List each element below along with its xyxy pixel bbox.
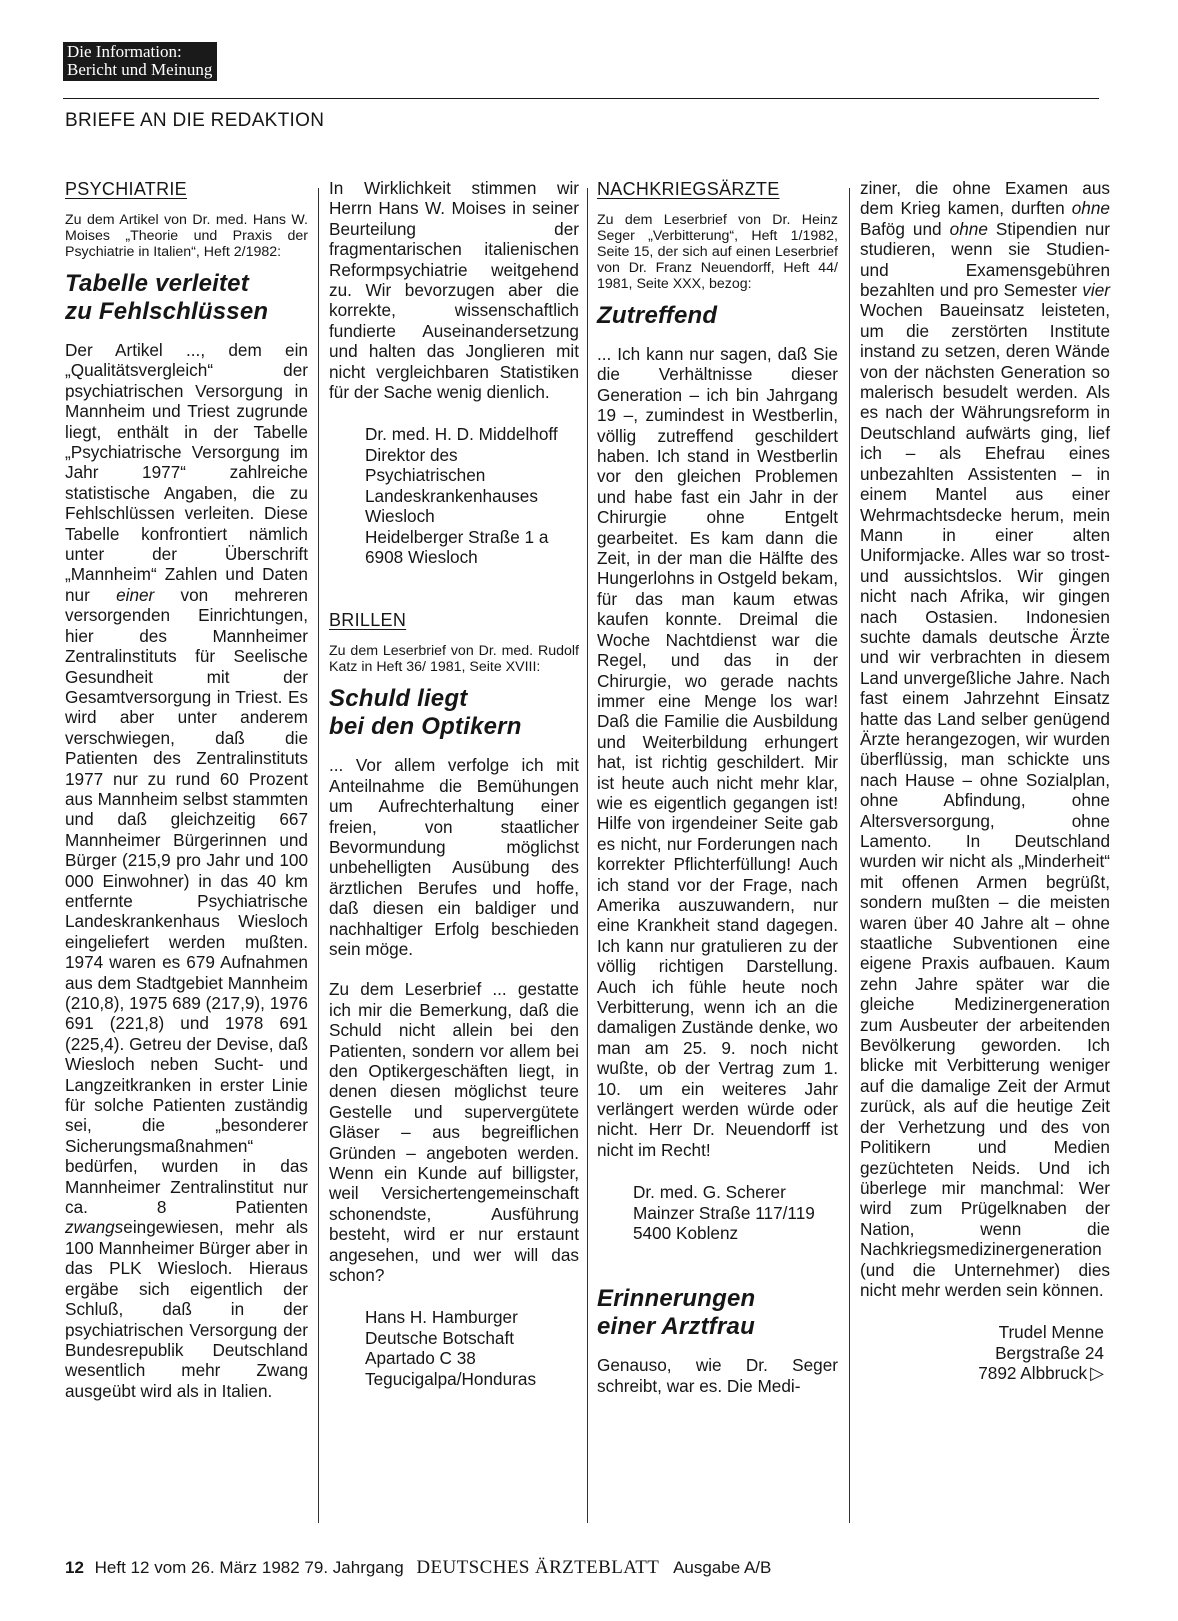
signature-scherer xyxy=(633,1182,838,1243)
body-text: ziner, die ohne Examen aus dem Krieg kamen, durften xyxy=(860,178,1110,219)
letter-reference: Zu dem Leserbrief von Dr. med. Rudolf Katz in Heft 36/ 1981, Seite XVIII: xyxy=(329,643,579,676)
signature-line: Heidelberger Straße 1 a xyxy=(365,526,549,547)
letter-reference: Zu dem Leserbrief von Dr. Heinz Seger „Verbitterung“, Heft 1/1982, Seite 15, der sich auf einen Leserbrief von Dr. Franz Neuendorff, Heft 44/ 1981, Seite XXX, bezog: xyxy=(597,212,838,292)
signature-line-text: 7892 Albbruck xyxy=(978,1363,1088,1384)
signature-line: Psychiatrischen xyxy=(365,465,486,486)
page-number: 12 xyxy=(65,1558,84,1577)
top-rule xyxy=(63,98,1099,99)
signature-line: Mainzer Straße 117/119 xyxy=(633,1202,815,1223)
column-4 xyxy=(860,178,1110,1384)
signature-hamburger xyxy=(365,1307,579,1389)
letter-body: Genauso, wie Dr. Seger schreibt, war es. Die Medi- xyxy=(597,1355,838,1396)
topic-brillen: BRILLEN xyxy=(329,610,407,631)
letter-body-continued xyxy=(860,178,1110,1300)
headline-line-2: zu Fehlschlüssen xyxy=(65,298,269,325)
headline-line-2: einer Arztfrau xyxy=(597,1313,755,1341)
signature-line: Direktor des xyxy=(365,444,458,465)
body-text: Bafög und xyxy=(860,218,950,239)
signature-line: Apartado C 38 xyxy=(365,1348,476,1369)
letter-body-continued: In Wirklichkeit stimmen wir Herrn Hans W. Moises in seiner Beurteilung der fragmentarischen italienischen Reformpsychiatrie weitgehend zu. Wir bevorzugen aber die korrekte, wissenschaftlich fundierte Auseinandersetzung und halten das Jonglieren mit nicht vergleichbaren Statistiken für der Sache wenig dienlich. xyxy=(329,178,579,403)
topic-nachkriegsaerzte: NACHKRIEGSÄRZTE xyxy=(597,179,780,199)
letter-headline xyxy=(597,1285,838,1341)
masthead xyxy=(63,42,217,81)
body-emphasis: einer xyxy=(116,584,155,605)
column-divider-1 xyxy=(318,188,319,1523)
headline-line-1: Erinnerungen xyxy=(597,1285,756,1313)
signature-line: Bergstraße 24 xyxy=(995,1342,1104,1363)
page-footer xyxy=(65,1557,771,1579)
body-emphasis: vier xyxy=(1082,280,1110,301)
headline-line-1: Schuld liegt xyxy=(329,685,468,713)
body-emphasis: ohne xyxy=(949,218,988,239)
signature-line: Tegucigalpa/Honduras xyxy=(365,1368,537,1389)
column-1 xyxy=(65,178,308,1401)
signature-line: 6908 Wiesloch xyxy=(365,546,478,567)
journal-name: DEUTSCHES ÄRZTEBLATT xyxy=(416,1557,660,1578)
body-text: von mehreren versorgenden Einrichtungen, hier des Mannheimer Zentralinstituts für Seelische Gesundheit mit der Gesamtversorgung in Triest. Es wird aber unter anderem verschwiegen, daß die Patienten des Zentralinstituts 1977 nur zu rund 60 Prozent aus Mannheim selbst stammten und daß gleichzeitig 667 Mannheimer Bürgerinnen und Bürger (215,9 pro Jahr und 100 000 Einwohner) in das 40 km entfernte Psychiatrische Landeskrankenhaus Wiesloch eingeliefert werden mußten. 1974 waren es 679 Aufnahmen aus dem Stadtgebiet Mannheim (210,8), 1975 689 (217,9), 1976 691 (221,8) und 1978 691 (225,4). Getreu der Devise, daß Wiesloch neben Sucht- und Langzeitkranken in erster Linie für solche Patienten zuständig sei, die „besonderer Sicherungsmaßnahmen“ bedürfen, wurden in das Mannheimer Zentralinstitut nur ca. 8 Patienten xyxy=(65,584,308,1218)
body-text: eingewiesen, mehr als 100 Mannheimer Bürger aber in das PLK Wiesloch. Hieraus ergäbe sich eigentlich der Schluß, daß in der psychiatrischen Versorgung der Bundesrepublik Deutschland wesentlich mehr Zwang ausgeübt wird als in Italien. xyxy=(65,1217,308,1401)
signature-line: 5400 Koblenz xyxy=(633,1223,739,1244)
letter-reference: Zu dem Artikel von Dr. med. Hans W. Moises „Theorie und Praxis der Psychiatrie in Italien“, Heft 2/1982: xyxy=(65,212,308,260)
body-text: Der Artikel ..., dem ein „Qualitätsvergleich“ der psychiatrischen Versorgung in Mannheim und Triest zugrunde liegt, enthält in der Tabelle „Psychiatrische Versorgung im Jahr 1977“ zahlreiche statistische Angaben, die zu Fehlschlüssen verleiten. Diese Tabelle konfrontiert nämlich unter der Überschrift „Mannheim“ Zahlen und Daten nur xyxy=(65,340,308,605)
issue-info: Heft 12 vom 26. März 1982 79. Jahrgang xyxy=(94,1558,404,1577)
masthead-line-2: Bericht und Meinung xyxy=(67,60,213,79)
letter-body: Zu dem Leserbrief ... gestatte ich mir die Bemerkung, daß die Schuld nicht allein bei den Patienten, sondern vor allem bei den Optikergeschäften liegt, in denen diesen möglichst teure Gestelle und supervergütete Gläser – aus begreiflichen Gründen – angeboten werden. Wenn ein Kunde auf billigster, weil Versichertengemeinschaft schonendste, Ausführung besteht, wird er nur erstaunt angesehen, und wer will das schon? xyxy=(329,979,579,1286)
signature-menne xyxy=(860,1322,1104,1383)
body-text: Wochen Baueinsatz leisteten, um die zerstörten Institute instand zu setzen, deren Wände von der nächsten Generation so malerisch besudelt werden. Als es nach der Währungsreform in Deutschland aufwärts ging, lief ich – als Ehefrau eines unbezahlten Assistenten – in einem Mantel aus einer Wehrmachtsdecke herum, mein Mann in einer alten Uniformjacke. Alles war so trost- und aussichtslos. Wir gingen nicht nach Afrika, wir gingen nach Ostasien. Indonesien suchte damals deutsche Ärzte und wir verbrachten in diesem Land unvergeßliche Jahre. Nach fast einem Jahrzehnt Einsatz hatte das Land selber genügend Ärzte herangezogen, wir wurden überflüssig, man schickte uns nach Hause – ohne Sozialplan, ohne Abfindung, ohne Altersversorgung, ohne Lamento. In Deutschland wurden wir nicht als „Minderheit“ mit offenen Armen begrüßt, sondern mußten – die meisten waren über 40 Jahre alt – ohne staatliche Subventionen eine eigene Praxis aufbauen. Kaum zehn Jahre später war die gleiche Medizinergeneration zum Ausbeuter der arbeitenden Bevölkerung geworden. Ich blicke mit Verbitterung weniger auf die damalige Zeit der Armut zurück, als auf die heutige Zeit der Verhetzung und des von Politikern und Medien gezüchteten Neids. Und ich überlege mir manchmal: Wer wird zum Prügelknaben der Nation, wenn die Nachkriegsmedizinergeneration (und die Unternehmer) dies nicht mehr werden sein können. xyxy=(860,300,1110,1300)
signature-line: Hans H. Hamburger xyxy=(365,1307,518,1328)
edition-info: Ausgabe A/B xyxy=(673,1558,772,1577)
signature-line: Deutsche Botschaft xyxy=(365,1327,515,1348)
continue-arrow-icon: ▷ xyxy=(1090,1363,1104,1384)
topic-psychiatrie: PSYCHIATRIE xyxy=(65,179,187,199)
signature-line xyxy=(860,1363,1104,1383)
body-emphasis: ohne xyxy=(1071,198,1110,219)
letter-headline: Zutreffend xyxy=(597,302,718,329)
body-emphasis: zwangs xyxy=(65,1217,124,1238)
letter-headline xyxy=(329,685,579,741)
letter-body: ... Vor allem verfolge ich mit Anteilnahme die Bemühungen um Aufrechterhaltung einer freien, von staatlicher Bevormundung möglichst unbehelligten Ausübung des ärztlichen Berufes und hoffe, daß diesen ein baldiger und nachhaltiger Erfolg beschieden sein möge. xyxy=(329,755,579,959)
headline-line-2: bei den Optikern xyxy=(329,713,522,741)
signature-line: Dr. med. H. D. Middelhoff xyxy=(365,424,558,445)
letter-body: ... Ich kann nur sagen, daß Sie die Verhältnisse dieser Generation – ich bin Jahrgang 19 –, zumindest in Westberlin, völlig zutreffend geschildert haben. Ich stand in Westberlin vor den gleichen Problemen und habe fast ein Jahr in der Chirurgie ohne Entgelt gearbeitet. Es kam dann die Zeit, in der man die Hälfte des Hungerlohns in Ostgeld bekam, für das man kaum etwas kaufen konnte. Dreimal die Woche Nachtdienst war die Regel, und das in der Chirurgie, wo gerade nachts immer eine Menge los war! Daß die Familie die Ausbildung und Weiterbildung erhungert hat, ist richtig geschildert. Mir ist heute auch nicht mehr klar, wie es eigentlich gegangen ist! Hilfe von irgendeiner Seite gab es nicht, nur Forderungen nach korrekter Pflichterfüllung! Auch ich stand vor der Frage, nach Amerika auszuwandern, nur eine Krankheit stand dagegen. Ich kann nur gratulieren zu der völlig richtigen Darstellung. Auch ich fühle heute noch Verbitterung, wenn ich an die damaligen Zustände denke, wo man am 25. 9. noch nicht wußte, ob der Vertrag zum 1. 10. um ein weiteres Jahr verlängert werden würde oder nicht. Herr Dr. Neuendorff ist nicht im Recht! xyxy=(597,344,838,1160)
signature-line: Trudel Menne xyxy=(998,1322,1104,1343)
letter-body xyxy=(65,340,308,1401)
headline-line-1: Tabelle verleitet xyxy=(65,270,249,297)
signature-line: Wiesloch xyxy=(365,506,435,527)
masthead-line-1: Die Information: xyxy=(67,42,182,61)
letter-headline xyxy=(65,270,308,326)
signature-middelhoff xyxy=(365,424,579,567)
column-divider-3 xyxy=(849,188,850,1523)
column-2 xyxy=(329,178,579,1389)
body-text: Stipendien nur studieren, wenn sie Studien- und Examensgebühren bezahlten und pro Semester xyxy=(860,218,1110,301)
section-title: BRIEFE AN DIE REDAKTION xyxy=(65,110,325,131)
column-3 xyxy=(597,178,838,1396)
signature-line: Dr. med. G. Scherer xyxy=(633,1182,786,1203)
column-divider-2 xyxy=(587,188,588,1523)
signature-line: Landeskrankenhauses xyxy=(365,485,538,506)
